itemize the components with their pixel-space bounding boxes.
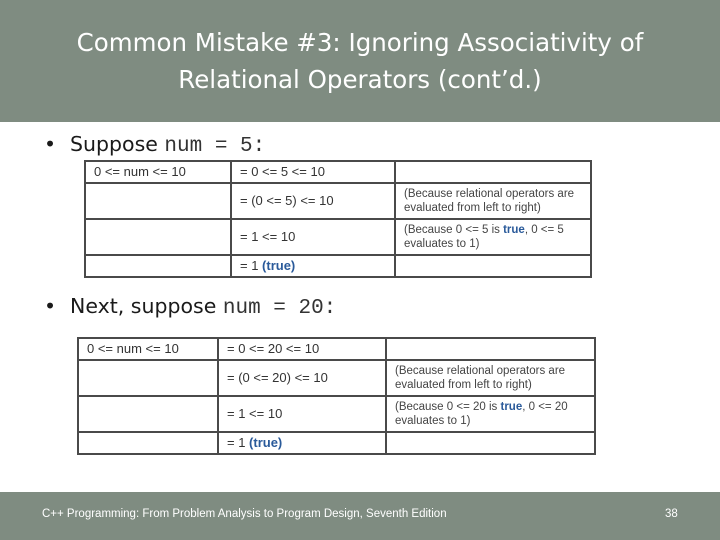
expression-cell	[78, 360, 218, 396]
table-row	[85, 183, 591, 219]
step-cell	[218, 432, 386, 454]
note-cell	[386, 432, 595, 454]
note-cell: (Because relational operators are evaluated from left to right)	[395, 183, 591, 219]
step-cell: = 1 <= 10	[218, 396, 386, 432]
bullet-suppose-num-20	[44, 294, 336, 320]
note-cell	[395, 161, 591, 183]
expression-cell	[85, 219, 231, 255]
note-text: (Because 0 <= 20 is	[395, 401, 501, 413]
slide-title-bar	[0, 0, 720, 122]
expression-cell	[78, 396, 218, 432]
table-row	[85, 255, 591, 277]
table-row	[78, 432, 595, 454]
step-cell: = 1 <= 10	[231, 219, 395, 255]
step-text: = 1	[227, 435, 250, 450]
evaluation-table-num-5	[84, 160, 592, 278]
bullet-code: num = 5:	[164, 135, 266, 158]
note-text: , 0 <= 5 evaluates to 1)	[404, 224, 564, 250]
expression-cell: 0 <= num <= 10	[85, 161, 231, 183]
expression-cell	[78, 432, 218, 454]
evaluation-table-num-20	[77, 337, 596, 455]
true-keyword: (true)	[262, 258, 296, 273]
table-row	[78, 338, 595, 360]
note-cell	[395, 255, 591, 277]
footer-credit: C++ Programming: From Problem Analysis to Program Design, Seventh Edition	[42, 508, 447, 520]
note-cell: (Because relational operators are evaluated from left to right)	[386, 360, 595, 396]
bullet-suppose-num-5	[44, 132, 265, 158]
step-text: = 1	[240, 258, 263, 273]
note-cell	[386, 396, 595, 432]
bullet-dot: •	[44, 294, 57, 318]
step-cell: = (0 <= 20) <= 10	[218, 360, 386, 396]
step-cell	[231, 255, 395, 277]
table-row	[78, 396, 595, 432]
table-row	[78, 360, 595, 396]
true-keyword: (true)	[249, 435, 283, 450]
expression-cell: 0 <= num <= 10	[78, 338, 218, 360]
slide-footer	[0, 492, 720, 540]
step-cell: = (0 <= 5) <= 10	[231, 183, 395, 219]
true-keyword: true	[503, 224, 525, 236]
bullet-text: Suppose	[70, 132, 158, 156]
note-text: (Because 0 <= 5 is	[404, 224, 504, 236]
table-row	[85, 219, 591, 255]
table-row	[85, 161, 591, 183]
bullet-dot: •	[44, 132, 57, 156]
expression-cell	[85, 255, 231, 277]
bullet-text: Next, suppose	[70, 294, 217, 318]
note-text: , 0 <= 20 evaluates to 1)	[395, 401, 568, 427]
note-cell	[395, 219, 591, 255]
bullet-code: num = 20:	[222, 297, 337, 320]
page-number: 38	[665, 508, 678, 520]
note-cell	[386, 338, 595, 360]
slide-title: Common Mistake #3: Ignoring Associativity of Relational Operators (cont’d.)	[76, 28, 644, 94]
true-keyword: true	[500, 401, 523, 413]
step-cell: = 0 <= 20 <= 10	[218, 338, 386, 360]
expression-cell	[85, 183, 231, 219]
step-cell: = 0 <= 5 <= 10	[231, 161, 395, 183]
